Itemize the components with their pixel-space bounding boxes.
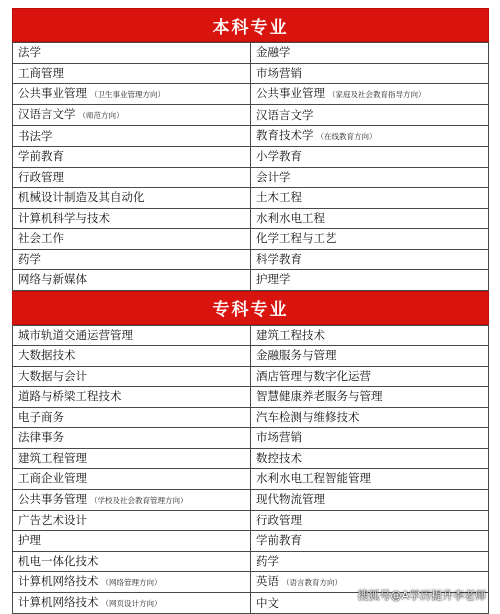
major-cell — [13, 387, 251, 408]
major-name: 公共事务管理 — [18, 492, 87, 506]
table-row — [13, 188, 489, 209]
major-name: 书法学 — [18, 129, 53, 143]
table-row — [13, 208, 489, 229]
undergraduate-majors-table — [12, 42, 489, 291]
junior-college-majors-table — [12, 325, 489, 614]
major-cell — [251, 229, 489, 250]
major-direction-note: （学校及社会教育管理方向） — [90, 496, 188, 505]
table-row — [13, 270, 489, 291]
major-name: 药学 — [18, 252, 41, 266]
major-cell — [251, 489, 489, 510]
major-cell — [251, 167, 489, 188]
major-name: 现代物流管理 — [256, 492, 325, 506]
major-cell — [251, 105, 489, 126]
major-direction-note: （卫生事业管理方向） — [90, 90, 165, 99]
major-cell — [251, 188, 489, 209]
major-cell — [13, 167, 251, 188]
major-cell — [13, 270, 251, 291]
major-cell — [251, 208, 489, 229]
table-row — [13, 510, 489, 531]
major-name: 科学教育 — [256, 252, 302, 266]
major-name: 计算机网络技术 — [18, 595, 99, 609]
major-name: 金融服务与管理 — [256, 348, 337, 362]
major-cell — [13, 551, 251, 572]
major-name: 工商管理 — [18, 66, 64, 80]
major-name: 汉语言文学 — [18, 107, 76, 121]
major-name: 道路与桥梁工程技术 — [18, 389, 122, 403]
major-cell — [251, 270, 489, 291]
section-banner-junior-college: 专科专业 — [12, 291, 489, 325]
major-cell — [251, 43, 489, 64]
major-name: 市场营销 — [256, 430, 302, 444]
major-name: 大数据与会计 — [18, 369, 87, 383]
table-row — [13, 167, 489, 188]
major-name: 法学 — [18, 45, 41, 59]
major-name: 智慧健康养老服务与管理 — [256, 389, 383, 403]
major-direction-note: （网页设计方向） — [102, 599, 162, 608]
major-name: 金融学 — [256, 45, 291, 59]
major-cell — [13, 593, 251, 614]
major-cell — [13, 448, 251, 469]
major-cell — [13, 572, 251, 593]
major-name: 中文 — [256, 596, 279, 610]
major-name: 会计学 — [256, 170, 291, 184]
table-row — [13, 325, 489, 346]
major-name: 学前教育 — [18, 149, 64, 163]
major-name: 法律事务 — [18, 430, 64, 444]
major-cell — [13, 43, 251, 64]
major-cell — [251, 551, 489, 572]
major-name: 公共事业管理 — [18, 86, 87, 100]
major-name: 学前教育 — [256, 533, 302, 547]
major-cell — [251, 325, 489, 346]
major-name: 行政管理 — [256, 513, 302, 527]
major-name: 水利水电工程 — [256, 211, 325, 225]
major-cell — [13, 84, 251, 105]
table-row — [13, 407, 489, 428]
major-cell — [13, 510, 251, 531]
major-name: 水利水电工程智能管理 — [256, 471, 371, 485]
major-name: 城市轨道交通运营管理 — [18, 328, 133, 342]
major-direction-note: （语言教育方向） — [282, 578, 342, 587]
major-cell — [13, 188, 251, 209]
major-name: 机械设计制造及其自动化 — [18, 190, 145, 204]
table-row — [13, 105, 489, 126]
major-name: 数控技术 — [256, 451, 302, 465]
major-cell — [13, 63, 251, 84]
major-direction-note: （家庭及社会教育指导方向） — [328, 90, 426, 99]
major-name: 建筑工程管理 — [18, 451, 87, 465]
major-name: 网络与新媒体 — [18, 272, 87, 286]
major-name: 大数据技术 — [18, 348, 76, 362]
major-cell — [13, 229, 251, 250]
major-name: 计算机网络技术 — [18, 574, 99, 588]
table-row — [13, 387, 489, 408]
major-cell — [13, 325, 251, 346]
major-cell — [251, 366, 489, 387]
table-row — [13, 469, 489, 490]
junior-college-majors-body — [13, 325, 489, 614]
table-row — [13, 531, 489, 552]
major-name: 汽车检测与维修技术 — [256, 410, 360, 424]
major-cell — [13, 126, 251, 147]
major-cell — [13, 428, 251, 449]
table-row — [13, 63, 489, 84]
major-cell — [251, 428, 489, 449]
major-direction-note: （师范方向） — [79, 111, 124, 120]
major-cell — [13, 249, 251, 270]
major-name: 药学 — [256, 554, 279, 568]
major-cell — [251, 346, 489, 367]
majors-sheet — [12, 8, 489, 614]
major-cell — [13, 489, 251, 510]
table-row — [13, 229, 489, 250]
table-row — [13, 126, 489, 147]
table-row — [13, 346, 489, 367]
major-name: 土木工程 — [256, 190, 302, 204]
section-banner-undergraduate: 本科专业 — [12, 8, 489, 42]
table-row — [13, 448, 489, 469]
major-name: 市场营销 — [256, 66, 302, 80]
major-cell — [13, 147, 251, 168]
major-name: 护理学 — [256, 272, 291, 286]
table-row — [13, 428, 489, 449]
major-cell — [251, 407, 489, 428]
major-name: 建筑工程技术 — [256, 328, 325, 342]
major-name: 工商企业管理 — [18, 471, 87, 485]
major-name: 小学教育 — [256, 149, 302, 163]
major-name: 机电一体化技术 — [18, 554, 99, 568]
major-name: 英语 — [256, 574, 279, 588]
major-name: 护理 — [18, 533, 41, 547]
table-row — [13, 249, 489, 270]
major-cell — [251, 63, 489, 84]
major-name: 社会工作 — [18, 231, 64, 245]
major-cell — [13, 531, 251, 552]
watermark-text: 搜狐号@A学历提升李老师 — [357, 587, 486, 603]
major-cell — [251, 249, 489, 270]
table-row — [13, 43, 489, 64]
major-cell — [251, 147, 489, 168]
table-row — [13, 147, 489, 168]
major-cell — [13, 469, 251, 490]
major-name: 行政管理 — [18, 170, 64, 184]
major-name: 公共事业管理 — [256, 86, 325, 100]
major-name: 酒店管理与数字化运营 — [256, 369, 371, 383]
table-row — [13, 366, 489, 387]
major-direction-note: （在线教育方向） — [317, 132, 377, 141]
major-cell — [13, 366, 251, 387]
major-cell — [13, 407, 251, 428]
major-name: 计算机科学与技术 — [18, 211, 110, 225]
major-cell — [251, 448, 489, 469]
major-name: 电子商务 — [18, 410, 64, 424]
undergraduate-majors-body — [13, 43, 489, 291]
major-direction-note: （网络管理方向） — [102, 578, 162, 587]
major-name: 教育技术学 — [256, 128, 314, 142]
major-cell — [251, 387, 489, 408]
major-cell — [13, 346, 251, 367]
major-cell — [13, 208, 251, 229]
table-row — [13, 84, 489, 105]
major-cell — [13, 105, 251, 126]
major-cell — [251, 469, 489, 490]
major-cell — [251, 531, 489, 552]
major-cell — [251, 126, 489, 147]
major-cell — [251, 510, 489, 531]
major-cell — [251, 84, 489, 105]
major-name: 汉语言文学 — [256, 108, 314, 122]
major-name: 化学工程与工艺 — [256, 231, 337, 245]
table-row — [13, 551, 489, 572]
table-row — [13, 489, 489, 510]
major-name: 广告艺术设计 — [18, 513, 87, 527]
